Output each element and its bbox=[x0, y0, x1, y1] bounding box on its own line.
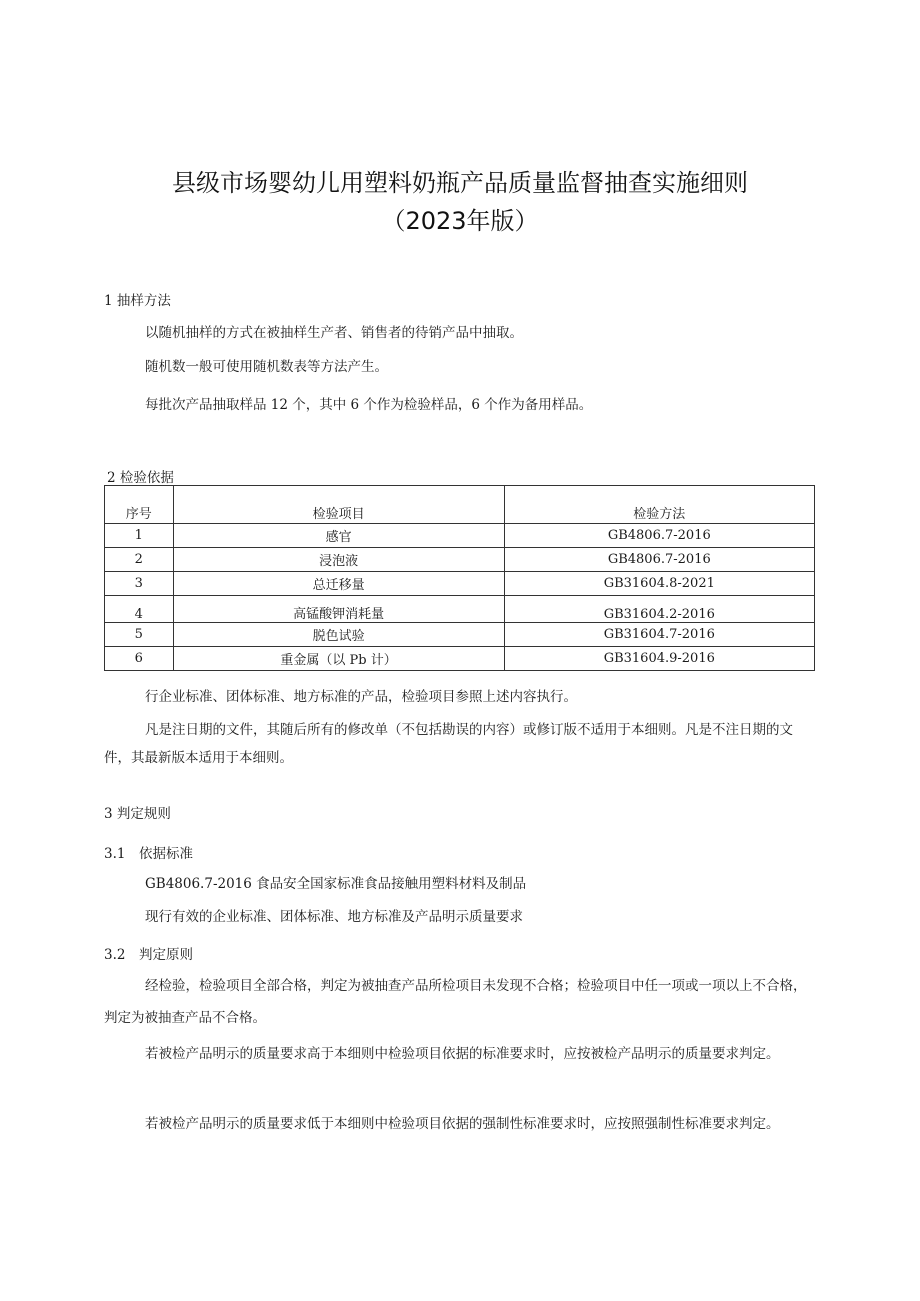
document-title: 县级市场婴幼儿用塑料奶瓶产品质量监督抽查实施细则 bbox=[172, 169, 748, 197]
table-row bbox=[105, 548, 815, 572]
section-3-1-heading: 3.1 依据标准 bbox=[104, 846, 193, 862]
table-cell: 重金属（以 Pb 计） bbox=[173, 647, 504, 671]
table-header-cell: 检验项目 bbox=[173, 486, 504, 524]
table-row bbox=[105, 524, 815, 548]
table-row bbox=[105, 623, 815, 647]
section-3-2-paragraph: 若被检产品明示的质量要求低于本细则中检验项目依据的强制性标准要求时，应按照强制性标准要求判定。 bbox=[145, 1116, 780, 1132]
section-3-1-paragraph: GB4806.7-2016 食品安全国家标准食品接触用塑料材料及制品 bbox=[145, 876, 527, 892]
table-row bbox=[105, 572, 815, 596]
table-cell: 4 bbox=[105, 596, 174, 623]
table-header-row bbox=[105, 486, 815, 524]
inspection-table bbox=[104, 485, 815, 671]
document-version: （2023年版） bbox=[381, 207, 539, 235]
table-cell: GB31604.7-2016 bbox=[504, 623, 814, 647]
section-1-heading: 1 抽样方法 bbox=[104, 293, 171, 309]
table-cell: 感官 bbox=[173, 524, 504, 548]
table-cell: 总迁移量 bbox=[173, 572, 504, 596]
table-cell: 6 bbox=[105, 647, 174, 671]
table-cell: GB31604.8-2021 bbox=[504, 572, 814, 596]
table-cell: GB31604.2-2016 bbox=[504, 596, 814, 623]
table-row bbox=[105, 596, 815, 623]
section-3-heading: 3 判定规则 bbox=[104, 806, 171, 822]
table-cell: 2 bbox=[105, 548, 174, 572]
table-cell: 浸泡液 bbox=[173, 548, 504, 572]
section-1-paragraph: 随机数一般可使用随机数表等方法产生。 bbox=[145, 359, 388, 375]
section-1-paragraph: 每批次产品抽取样品 12 个，其中 6 个作为检验样品，6 个作为备用样品。 bbox=[145, 397, 593, 413]
section-3-1-paragraph: 现行有效的企业标准、团体标准、地方标准及产品明示质量要求 bbox=[145, 909, 523, 925]
table-row bbox=[105, 647, 815, 671]
table-cell: 脱色试验 bbox=[173, 623, 504, 647]
table-cell: 高锰酸钾消耗量 bbox=[173, 596, 504, 623]
section-3-2-paragraph: 若被检产品明示的质量要求高于本细则中检验项目依据的标准要求时，应按被检产品明示的质量要求判定。 bbox=[145, 1046, 780, 1062]
table-header-cell: 检验方法 bbox=[504, 486, 814, 524]
table-cell: GB31604.9-2016 bbox=[504, 647, 814, 671]
table-cell: 5 bbox=[105, 623, 174, 647]
table-cell: GB4806.7-2016 bbox=[504, 548, 814, 572]
table-header-cell: 序号 bbox=[105, 486, 174, 524]
section-2-heading: 2 检验依据 bbox=[107, 470, 174, 486]
table-cell: 3 bbox=[105, 572, 174, 596]
section-2-paragraph: 行企业标准、团体标准、地方标准的产品，检验项目参照上述内容执行。 bbox=[145, 689, 577, 705]
table-cell: 1 bbox=[105, 524, 174, 548]
section-3-2-heading: 3.2 判定原则 bbox=[104, 947, 193, 963]
section-2-paragraph: 凡是注日期的文件，其随后所有的修改单（不包括勘误的内容）或修订版不适用于本细则。凡是不注日期的文件，其最新版本适用于本细则。 bbox=[104, 722, 793, 766]
section-1-paragraph: 以随机抽样的方式在被抽样生产者、销售者的待销产品中抽取。 bbox=[145, 325, 523, 341]
table-cell: GB4806.7-2016 bbox=[504, 524, 814, 548]
section-3-2-paragraph: 经检验，检验项目全部合格，判定为被抽查产品所检项目未发现不合格；检验项目中任一项或一项以上不合格，判定为被抽查产品不合格。 bbox=[104, 978, 807, 1026]
